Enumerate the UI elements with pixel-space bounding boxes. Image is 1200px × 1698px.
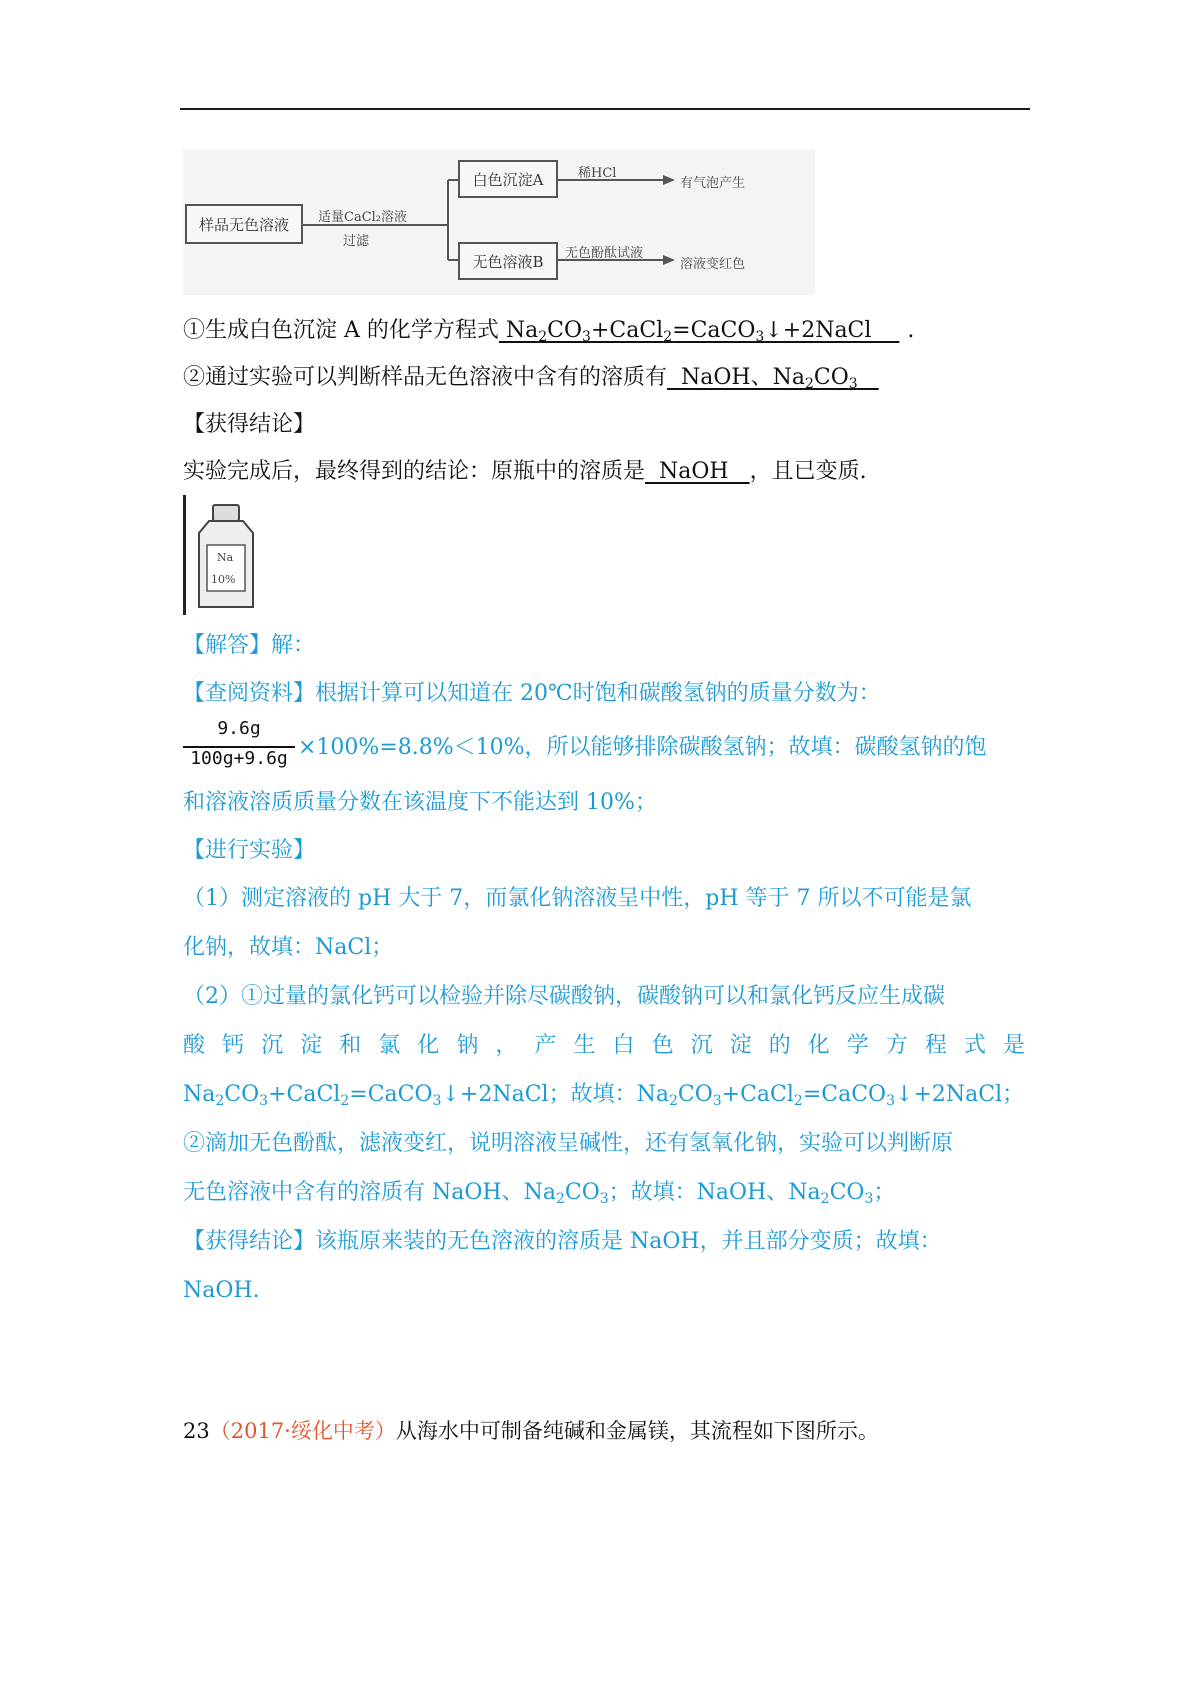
conclusion-line	[183, 457, 867, 487]
answer-conclusion-a: 【获得结论】该瓶原来装的无色溶液的溶质是 NaOH，并且部分变质；故填：	[183, 1229, 942, 1254]
sample-box: 样品无色溶液	[185, 204, 303, 244]
bottle-label-top: Na	[217, 551, 234, 564]
reagent-bottle-figure	[183, 495, 263, 615]
figure-margin-mark	[183, 495, 186, 615]
exp2-line-d: ②滴加无色酚酞，滤液变红，说明溶液呈碱性，还有氢氧化钠，实验可以判断原	[183, 1131, 954, 1156]
answer-conclusion-b: NaOH.	[183, 1278, 260, 1303]
solution-b-box: 无色溶液B	[458, 242, 558, 280]
conclusion-suffix: ，且已变质.	[749, 459, 867, 484]
conclusion-answer: NaOH	[645, 459, 750, 484]
acid-label: 稀HCl	[578, 166, 617, 181]
exp2-line-a: （2）①过量的氯化钙可以检验并除尽碳酸钠，碳酸钠可以和氯化钙反应生成碳	[183, 984, 945, 1009]
header-rule	[180, 108, 1030, 110]
q2-answer: NaOH、$Na_2CO_3$	[667, 365, 858, 392]
precipitate-a-box: 白色沉淀A	[458, 160, 558, 198]
indicator-label: 无色酚酞试液	[565, 246, 644, 261]
q1-answer: $Na_2CO_3+CaCl_2=CaCO_3↓+2NaCl$	[498, 318, 900, 345]
exp1-line-b: 化钠，故填：NaCl；	[183, 935, 394, 960]
q1-end: .	[907, 318, 915, 343]
red-result: 溶液变红色	[680, 257, 746, 272]
q2-prefix: ②通过实验可以判断样品无色溶液中含有的溶质有	[183, 365, 668, 390]
conclusion-prefix: 实验完成后，最终得到的结论：原瓶中的溶质是	[183, 459, 646, 484]
fraction	[183, 716, 295, 772]
q1-line	[183, 316, 914, 346]
answer-heading: 【解答】解：	[183, 633, 316, 658]
reagent-label: 适量CaCl₂溶液	[318, 210, 408, 225]
experiment-flow-diagram	[183, 150, 815, 295]
exp2-line-e: 无色溶液中含有的溶质有 NaOH、$Na_2CO_3$；故填：NaOH、$Na_2CO_3$；	[183, 1180, 896, 1207]
q1-prefix: ①生成白色沉淀 A 的化学方程式	[183, 318, 499, 343]
research-line-1: 【查阅资料】根据计算可以知道在 20℃时饱和碳酸氢钠的质量分数为：	[183, 681, 881, 706]
question-number: 23	[183, 1419, 210, 1443]
research-line-3: 和溶液溶质质量分数在该温度下不能达到 10%；	[183, 790, 657, 815]
filter-label: 过滤	[343, 234, 370, 249]
experiment-heading: 【进行实验】	[183, 838, 316, 863]
exp2-line-c: $Na_2CO_3+CaCl_2=CaCO_3↓+2NaCl$；故填：$Na_2CO_3+CaCl_2=CaCO_3↓+2NaCl$；	[183, 1082, 1025, 1109]
question-source: （2017·绥化中考）	[209, 1419, 396, 1443]
fraction-denominator: 100g+9.6g	[190, 748, 288, 769]
exp2-line-b: 酸 钙 沉 淀 和 氯 化 钠 ， 产 生 白 色 沉 淀 的 化 学 方 程 式 是	[183, 1033, 1025, 1058]
question-text: 从海水中可制备纯碱和金属镁，其流程如下图所示。	[395, 1419, 879, 1443]
gas-result: 有气泡产生	[680, 176, 746, 191]
bottle-icon	[195, 503, 257, 613]
bottle-label-bottom: 10%	[211, 573, 236, 586]
conclusion-heading: 【获得结论】	[183, 412, 316, 437]
next-question	[183, 1416, 879, 1446]
exp1-line-a: （1）测定溶液的 pH 大于 7，而氯化钠溶液呈中性，pH 等于 7 所以不可能是氯	[183, 886, 972, 911]
fraction-numerator: 9.6g	[217, 718, 261, 739]
q2-line	[183, 363, 879, 393]
research-line-2: ×100%=8.8%＜10%，所以能够排除碳酸氢钠；故填：碳酸氢钠的饱	[298, 735, 987, 760]
